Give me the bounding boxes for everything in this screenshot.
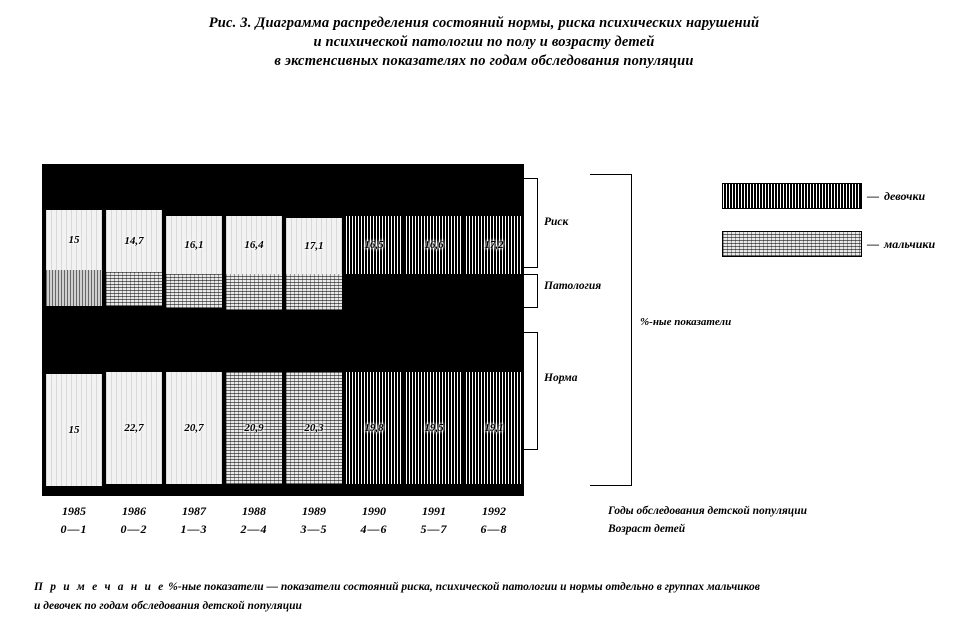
x-axis-tick-year: 1985	[62, 504, 86, 518]
x-axis-tick-year: 1991	[422, 504, 446, 518]
bar-segment-value: 19,1	[484, 421, 504, 434]
bar-segment	[466, 164, 522, 216]
bar-segment-value: 16,4	[244, 238, 264, 251]
bar-column	[166, 164, 222, 496]
note-keyword: П р и м е ч а н и е	[34, 581, 166, 593]
bar-segment	[286, 310, 342, 372]
x-axis-tick-year: 1992	[482, 504, 506, 518]
bracket-pathology	[524, 274, 538, 308]
bar-segment-value: 16,5	[364, 238, 384, 251]
bracket-risk	[524, 178, 538, 268]
x-axis-tick-ages: 5—7	[420, 522, 448, 536]
x-axis-tick	[343, 503, 405, 538]
bar-segment	[46, 486, 102, 496]
x-axis-tick	[283, 503, 345, 538]
bracket-outer	[590, 174, 632, 486]
bar-segment-value: 19,5	[424, 421, 444, 434]
bar-segment-value: 15	[68, 233, 80, 246]
bar-segment	[286, 274, 342, 310]
x-axis-tick-ages: 0—1	[60, 522, 88, 536]
bar-column	[346, 164, 402, 496]
bar-segment-value: 14,7	[124, 234, 144, 247]
x-axis-tick-ages: 0—2	[120, 522, 148, 536]
x-axis-caption-years: Годы обследования детской популяции	[608, 505, 807, 517]
category-brackets	[524, 164, 654, 496]
bar-segment	[46, 270, 102, 306]
title-line-3: в экстенсивных показателях по годам обследования популяции	[274, 53, 694, 69]
x-axis-tick-ages: 4—6	[360, 522, 388, 536]
x-axis	[42, 503, 807, 549]
x-axis-tick	[43, 503, 105, 538]
x-axis-tick-ages: 1—3	[180, 522, 208, 536]
bar-segment-value: 16,1	[184, 238, 204, 251]
bar-segment	[466, 372, 522, 484]
note-text-1: %-ные показатели — показатели состояний риска, психической патологии и нормы отдельно в группах мальчиков	[165, 581, 760, 593]
bracket-label-pathology: Патология	[544, 280, 602, 292]
legend-item-girls	[722, 183, 952, 209]
bar-segment	[406, 216, 462, 274]
bar-segment	[106, 210, 162, 272]
note-line-2: и девочек по годам обследования детской популяции	[34, 600, 302, 612]
bar-segment	[466, 274, 522, 310]
legend-item-boys	[722, 231, 952, 257]
bar-segment	[406, 484, 462, 496]
bar-segment	[226, 484, 282, 496]
x-axis-tick-year: 1988	[242, 504, 266, 518]
bar-segment	[226, 274, 282, 310]
x-axis-tick	[223, 503, 285, 538]
bar-segment	[106, 306, 162, 372]
bar-segment	[286, 372, 342, 484]
bar-segment	[166, 372, 222, 484]
bar-segment	[466, 216, 522, 274]
legend	[722, 183, 952, 279]
bar-segment	[46, 210, 102, 270]
bar-segment-value: 17,1	[304, 239, 324, 252]
x-axis-tick-ages: 6—8	[480, 522, 508, 536]
x-axis-tick-ages: 3—5	[300, 522, 328, 536]
title-line-2: и психической патологии по полу и возрасту детей	[313, 34, 655, 50]
bar-segment-value: 15	[68, 423, 80, 436]
bar-segment	[46, 306, 102, 374]
x-axis-tick	[163, 503, 225, 538]
legend-label-boys: мальчики	[884, 236, 936, 251]
bar-segment	[46, 164, 102, 210]
bar-column	[406, 164, 462, 496]
bar-segment	[226, 310, 282, 372]
bar-segment	[346, 164, 402, 216]
bar-segment-value: 17,2	[484, 238, 504, 251]
bracket-label-risk: Риск	[544, 216, 569, 228]
bar-segment	[406, 274, 462, 310]
bar-segment	[106, 372, 162, 484]
x-axis-tick-year: 1986	[122, 504, 146, 518]
x-axis-tick-year: 1987	[182, 504, 206, 518]
bar-segment-value: 20,9	[244, 421, 264, 434]
bar-segment	[466, 310, 522, 372]
bar-segment	[466, 484, 522, 496]
bar-segment	[406, 310, 462, 372]
bar-column	[286, 164, 342, 496]
legend-dash-boys: —	[867, 236, 879, 251]
bar-segment	[166, 484, 222, 496]
legend-swatch-boys-icon	[722, 231, 862, 257]
bar-segment	[286, 218, 342, 274]
bar-segment	[106, 484, 162, 496]
bar-segment	[346, 216, 402, 274]
bar-segment	[226, 216, 282, 274]
bar-column	[226, 164, 282, 496]
bar-segment	[166, 164, 222, 216]
bar-segment	[286, 164, 342, 218]
bar-segment	[346, 484, 402, 496]
title-line-1: Рис. 3. Диаграмма распределения состояний нормы, риска психических нарушений	[208, 15, 760, 31]
bar-segment	[166, 274, 222, 308]
bar-segment	[346, 310, 402, 372]
figure-note	[34, 578, 934, 616]
x-axis-caption-ages: Возраст детей	[608, 522, 686, 535]
x-axis-tick	[103, 503, 165, 538]
bar-segment	[406, 372, 462, 484]
x-axis-tick-year: 1989	[302, 504, 326, 518]
bar-column	[466, 164, 522, 496]
bar-column	[46, 164, 102, 496]
x-axis-tick	[403, 503, 465, 538]
bracket-norm	[524, 332, 538, 450]
bar-segment-value: 22,7	[124, 421, 144, 434]
bracket-label-outer: %-ные показатели	[640, 316, 732, 328]
x-axis-tick-ages: 2—4	[240, 522, 268, 536]
bar-segment	[346, 274, 402, 310]
bar-column	[106, 164, 162, 496]
bar-segment	[226, 164, 282, 216]
bar-segment-value: 16,6	[424, 238, 444, 251]
bar-segment	[226, 372, 282, 484]
x-axis-tick	[463, 503, 525, 538]
legend-dash-girls: —	[867, 188, 879, 203]
bar-segment-value: 20,7	[184, 421, 204, 434]
x-axis-caption	[608, 503, 807, 538]
bar-segment	[166, 216, 222, 274]
note-line-1	[34, 578, 934, 597]
bar-segment	[286, 484, 342, 496]
bar-segment	[346, 372, 402, 484]
bracket-label-norm: Норма	[544, 372, 578, 384]
x-axis-tick-year: 1990	[362, 504, 386, 518]
bar-segment-value: 20,3	[304, 421, 324, 434]
bar-segment	[46, 374, 102, 486]
bar-segment	[106, 164, 162, 210]
legend-swatch-girls-icon	[722, 183, 862, 209]
legend-label-girls: девочки	[884, 188, 926, 203]
stacked-bar-chart	[42, 164, 524, 496]
bar-segment-value: 19,8	[364, 421, 384, 434]
figure-title	[0, 14, 968, 71]
bar-segment	[106, 272, 162, 306]
bar-segment	[406, 164, 462, 216]
bar-segment	[166, 308, 222, 372]
